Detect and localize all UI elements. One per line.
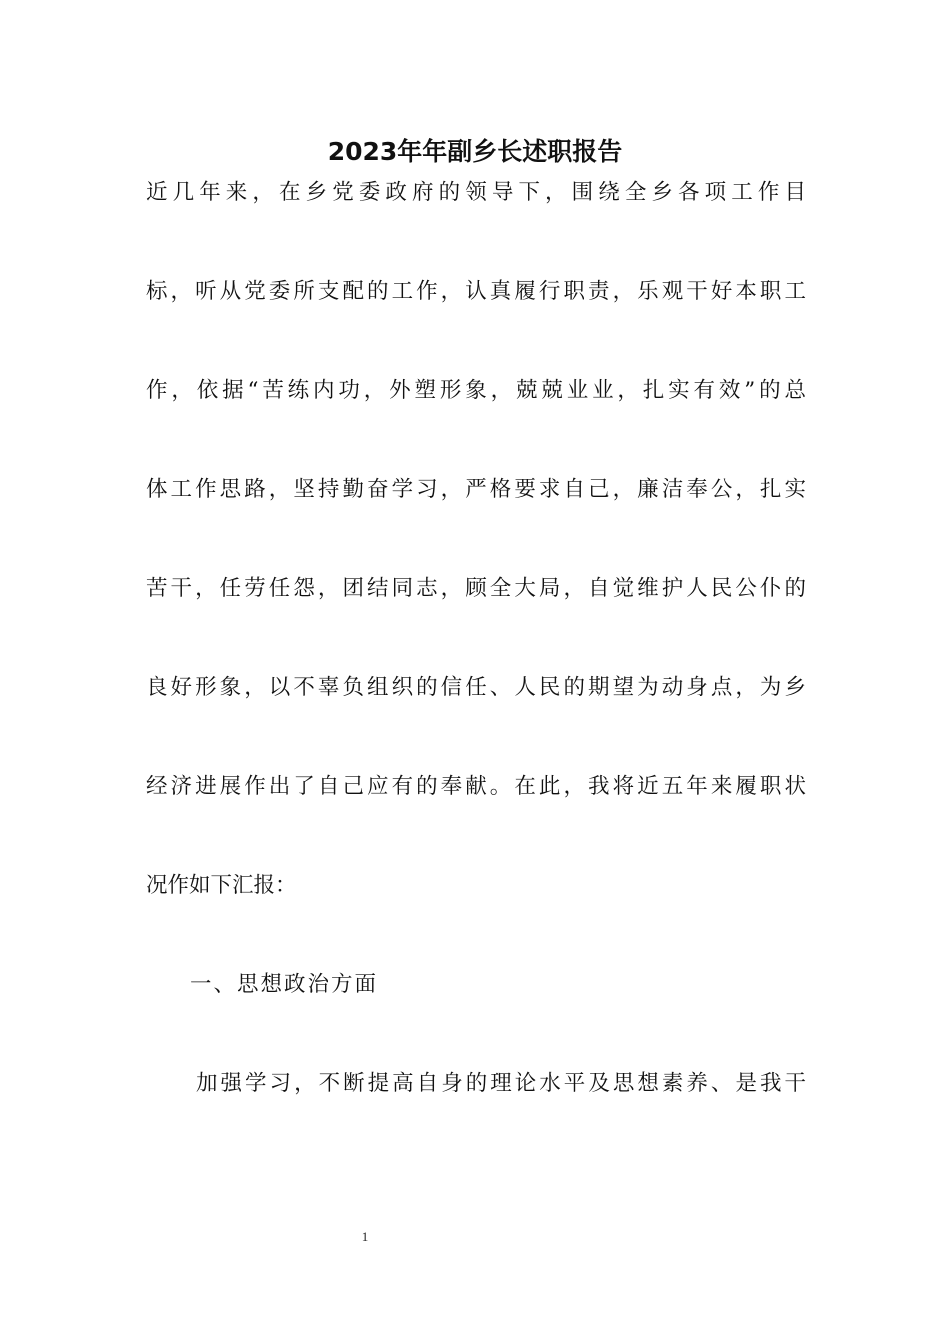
paragraph-line: 经济进展作出了自己应有的奉献。在此，我将近五年来履职状: [146, 774, 806, 799]
paragraph-line: 加强学习，不断提高自身的理论水平及思想素养、是我干: [196, 1071, 806, 1096]
paragraph-line: 近几年来，在乡党委政府的领导下，围绕全乡各项工作目: [146, 180, 806, 205]
page-number: 1: [361, 1229, 369, 1244]
document-title: 2023年年副乡长述职报告: [327, 137, 623, 166]
paragraph-line: 况作如下汇报：: [146, 873, 297, 898]
paragraph-line: 良好形象，以不辜负组织的信任、人民的期望为动身点，为乡: [146, 675, 806, 700]
section-heading: 一、思想政治方面: [190, 972, 379, 997]
paragraph-line: 体工作思路，坚持勤奋学习，严格要求自己，廉洁奉公，扎实: [146, 477, 806, 502]
paragraph-line: 标，听从党委所支配的工作，认真履行职责，乐观干好本职工: [146, 279, 806, 304]
paragraph-line: 作，依据“苦练内功，外塑形象，兢兢业业，扎实有效”的总: [146, 378, 806, 403]
paragraph-line: 苦干，任劳任怨，团结同志，顾全大局，自觉维护人民公仆的: [146, 576, 806, 601]
